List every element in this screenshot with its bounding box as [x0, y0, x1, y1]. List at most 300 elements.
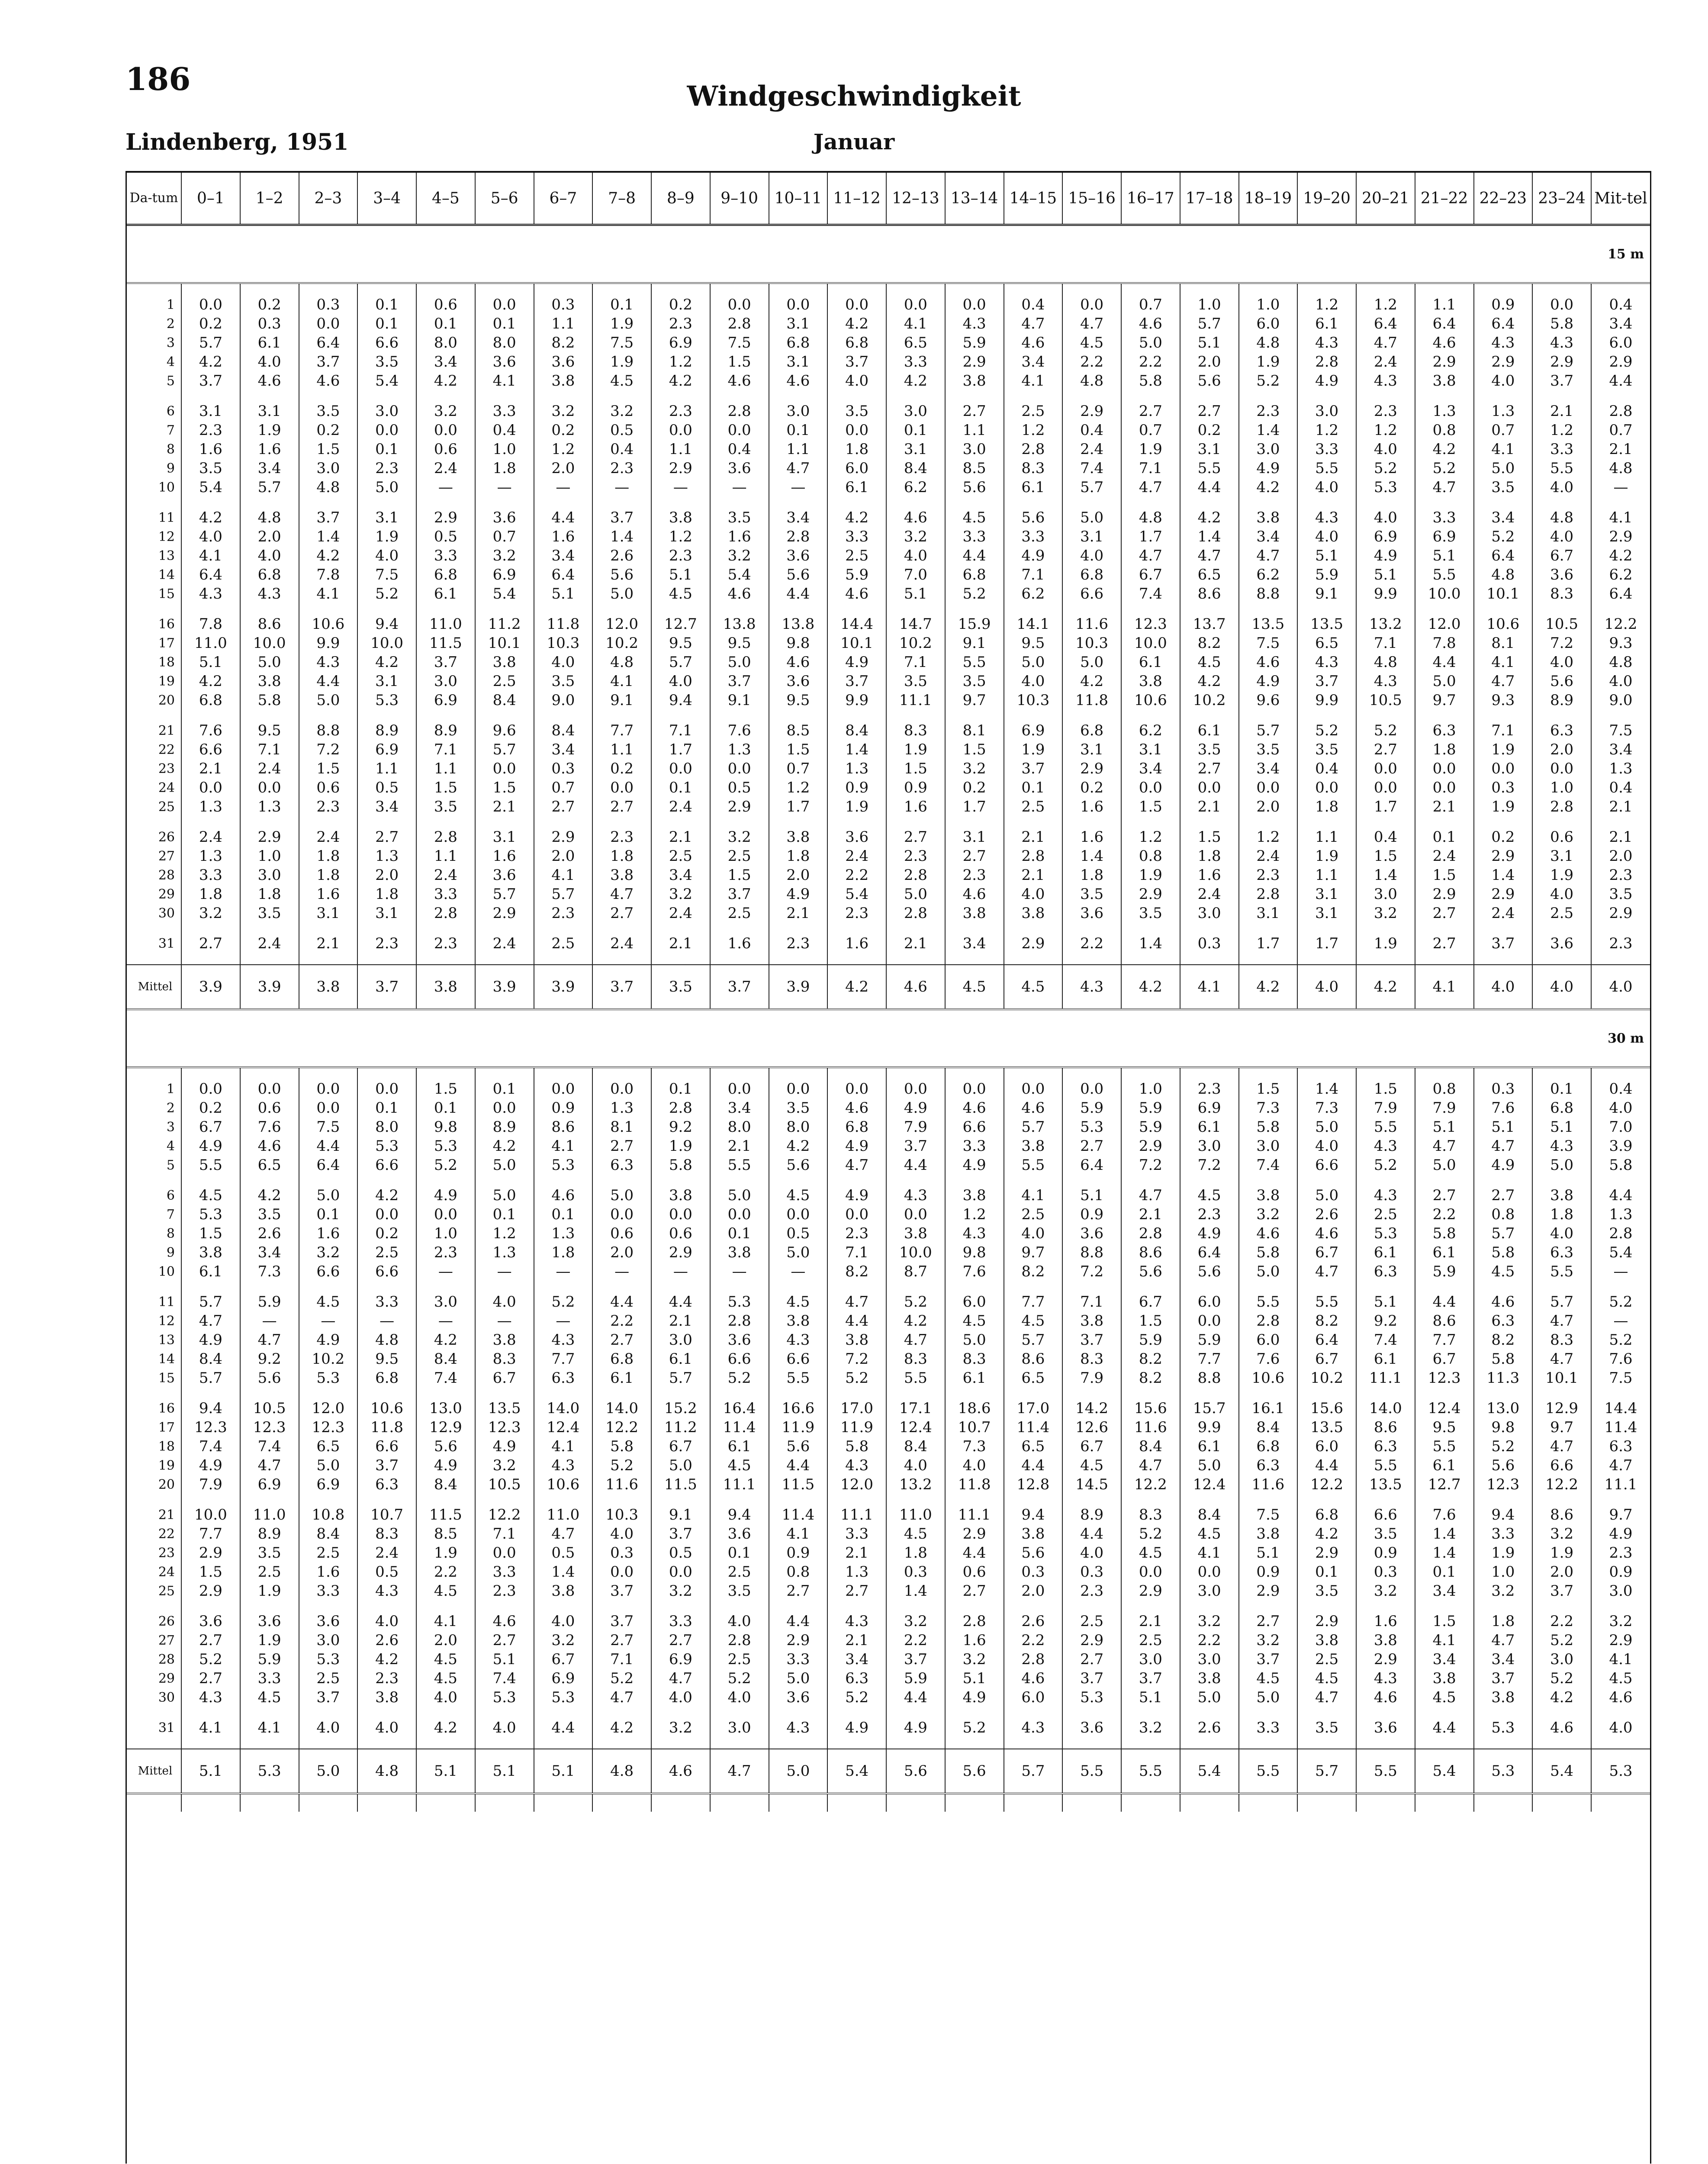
speed-cell: 3.1	[1180, 440, 1239, 459]
speed-cell: 7.6	[710, 721, 769, 740]
spacer-cell	[127, 497, 181, 508]
spacer-cell	[945, 497, 1004, 508]
spacer-cell	[1062, 1175, 1121, 1186]
spacer-cell	[1180, 1794, 1239, 1812]
speed-cell: 1.6	[1356, 1612, 1415, 1631]
spacer-cell	[592, 953, 651, 965]
spacer-cell	[475, 1737, 534, 1749]
speed-cell: 1.0	[1239, 295, 1298, 314]
speed-cell: 4.9	[181, 1330, 240, 1349]
spacer-cell	[475, 1281, 534, 1292]
spacer-cell	[416, 816, 475, 828]
speed-cell: 4.2	[1532, 1688, 1591, 1707]
speed-cell: 2.7	[475, 1631, 534, 1650]
speed-cell: 2.1	[299, 934, 358, 953]
daily-mean-cell: 14.4	[1591, 1399, 1650, 1418]
spacer-cell	[886, 283, 945, 295]
spacer-cell	[710, 283, 769, 295]
speed-cell: 4.7	[1474, 1137, 1533, 1156]
speed-cell: 2.7	[1474, 1186, 1533, 1205]
speed-cell: 0.0	[240, 778, 299, 797]
speed-cell: 0.1	[1004, 778, 1063, 797]
row-label: 13	[158, 548, 175, 564]
speed-cell: 2.1	[181, 759, 240, 778]
speed-cell: 2.4	[1180, 885, 1239, 904]
spacer-cell	[416, 710, 475, 721]
group-spacer	[127, 923, 1650, 934]
column-header-datum: Da-tum	[127, 173, 181, 225]
spacer-cell	[357, 1067, 416, 1079]
column-header-mittel: Mit-tel	[1591, 173, 1650, 225]
speed-cell: 6.9	[651, 1650, 710, 1669]
speed-cell: 8.1	[1474, 634, 1533, 653]
speed-cell: 7.2	[827, 1349, 886, 1369]
daily-mean-cell: 2.9	[1591, 527, 1650, 546]
speed-cell: 10.5	[1356, 691, 1415, 710]
spacer-cell	[1180, 1175, 1239, 1186]
row-label: 19	[158, 1458, 175, 1473]
spacer-cell	[240, 710, 299, 721]
speed-cell: 1.9	[592, 314, 651, 333]
speed-cell: 2.2	[1180, 1631, 1239, 1650]
speed-cell: 3.3	[827, 527, 886, 546]
speed-cell: 4.3	[534, 1330, 593, 1349]
speed-cell: 1.8	[475, 459, 534, 478]
speed-cell: 4.0	[240, 352, 299, 371]
speed-cell: 0.6	[1532, 828, 1591, 847]
daily-mean-cell: 7.5	[1591, 721, 1650, 740]
speed-cell: 0.0	[475, 1543, 534, 1562]
speed-cell: 4.7	[1532, 1349, 1591, 1369]
daily-mean-cell: 12.2	[1591, 615, 1650, 634]
spacer-cell	[127, 1067, 181, 1079]
speed-cell: 6.8	[181, 691, 240, 710]
row-label: 17	[158, 635, 175, 651]
speed-cell: 2.7	[181, 934, 240, 953]
speed-cell: 5.5	[886, 1369, 945, 1388]
spacer-cell	[1532, 710, 1591, 721]
speed-cell: 1.3	[534, 1224, 593, 1243]
speed-cell: 3.4	[240, 1243, 299, 1262]
speed-cell: 3.1	[357, 672, 416, 691]
speed-cell: 4.5	[1062, 1456, 1121, 1475]
speed-cell: 1.9	[416, 1543, 475, 1562]
row-label: 27	[158, 848, 175, 864]
speed-cell: 6.2	[1004, 584, 1063, 603]
speed-cell: 6.7	[1297, 1349, 1356, 1369]
daily-mean-cell: 9.3	[1591, 634, 1650, 653]
speed-cell: 5.0	[769, 1669, 828, 1688]
spacer-cell	[1004, 923, 1063, 934]
speed-cell: 3.8	[534, 1581, 593, 1600]
speed-cell: 2.8	[1121, 1224, 1180, 1243]
table-row	[127, 421, 1650, 440]
speed-cell: 4.3	[827, 1612, 886, 1631]
table-row	[127, 1205, 1650, 1224]
speed-cell: 4.5	[1297, 1669, 1356, 1688]
spacer-cell	[1415, 710, 1474, 721]
speed-cell: 7.8	[299, 565, 358, 584]
speed-cell: 5.7	[1297, 1749, 1356, 1794]
spacer-cell	[886, 1794, 945, 1812]
speed-cell: 4.5	[416, 1669, 475, 1688]
spacer-cell	[651, 1067, 710, 1079]
spacer-cell	[534, 603, 593, 615]
daily-mean-cell: 2.9	[1591, 1631, 1650, 1650]
speed-cell: 5.0	[1180, 1456, 1239, 1475]
speed-cell: 6.3	[357, 1475, 416, 1494]
speed-cell: 2.8	[710, 1311, 769, 1330]
speed-cell: 4.2	[416, 371, 475, 390]
speed-cell: 4.0	[181, 527, 240, 546]
speed-cell: 3.4	[827, 1650, 886, 1669]
speed-cell: 6.3	[1474, 1311, 1533, 1330]
speed-cell: 9.4	[1474, 1505, 1533, 1524]
speed-cell: 6.2	[1121, 721, 1180, 740]
speed-cell: 4.4	[1004, 1456, 1063, 1475]
speed-cell: 0.1	[357, 440, 416, 459]
speed-cell: 6.6	[357, 1437, 416, 1456]
speed-cell: 0.2	[181, 1098, 240, 1117]
spacer-cell	[945, 710, 1004, 721]
speed-cell: 4.3	[181, 584, 240, 603]
speed-cell: 3.8	[1121, 672, 1180, 691]
speed-cell: 6.7	[534, 1650, 593, 1669]
spacer-cell	[827, 1707, 886, 1718]
spacer-cell	[475, 1388, 534, 1399]
speed-cell: 3.7	[886, 1137, 945, 1156]
speed-cell: 5.0	[1239, 1262, 1298, 1281]
speed-cell: 5.3	[534, 1688, 593, 1707]
speed-cell: 2.2	[592, 1311, 651, 1330]
speed-cell: 4.3	[827, 1456, 886, 1475]
spacer-cell	[945, 953, 1004, 965]
spacer-cell	[181, 1281, 240, 1292]
speed-cell: 13.8	[769, 615, 828, 634]
speed-cell: 2.8	[710, 314, 769, 333]
spacer-cell	[1591, 1388, 1650, 1399]
speed-cell: 6.5	[1180, 565, 1239, 584]
group-spacer	[127, 816, 1650, 828]
speed-cell: 3.3	[1297, 440, 1356, 459]
speed-cell: 8.6	[240, 615, 299, 634]
daily-mean-cell: 9.7	[1591, 1505, 1650, 1524]
speed-cell: 6.9	[1356, 527, 1415, 546]
speed-cell: 1.3	[710, 740, 769, 759]
spacer-cell	[127, 1494, 181, 1505]
speed-cell: 6.4	[1356, 314, 1415, 333]
spacer-cell	[1532, 1737, 1591, 1749]
table-row	[127, 778, 1650, 797]
speed-cell: 3.3	[416, 546, 475, 565]
spacer-cell	[357, 1794, 416, 1812]
speed-cell: 1.3	[1474, 402, 1533, 421]
speed-cell: 5.8	[592, 1437, 651, 1456]
speed-cell: 4.5	[416, 1650, 475, 1669]
speed-cell: 4.0	[299, 1718, 358, 1737]
speed-cell: 3.7	[1062, 1330, 1121, 1349]
speed-cell: 6.6	[357, 1262, 416, 1281]
speed-cell: 10.6	[357, 1399, 416, 1418]
speed-cell: 4.0	[710, 1688, 769, 1707]
speed-cell: 7.1	[1004, 565, 1063, 584]
speed-cell: 6.6	[1532, 1456, 1591, 1475]
speed-cell: —	[475, 1311, 534, 1330]
spacer-cell	[1004, 1281, 1063, 1292]
speed-cell: 15.7	[1180, 1399, 1239, 1418]
speed-cell: 3.8	[181, 1243, 240, 1262]
speed-cell: 5.1	[1356, 1292, 1415, 1311]
speed-cell: 11.8	[945, 1475, 1004, 1494]
speed-cell: 4.2	[1356, 965, 1415, 1009]
speed-cell: 0.0	[827, 421, 886, 440]
speed-cell: 8.3	[1062, 1349, 1121, 1369]
speed-cell: 6.6	[357, 1156, 416, 1175]
speed-cell: 11.8	[1062, 691, 1121, 710]
speed-cell: 1.0	[1180, 295, 1239, 314]
daily-mean-cell: 0.4	[1591, 778, 1650, 797]
spacer-cell	[1004, 1494, 1063, 1505]
spacer-cell	[1297, 710, 1356, 721]
speed-cell: 9.4	[181, 1399, 240, 1418]
speed-cell: 1.1	[416, 759, 475, 778]
speed-cell: 7.2	[1180, 1156, 1239, 1175]
speed-cell: 6.9	[534, 1669, 593, 1688]
spacer-cell	[710, 1175, 769, 1186]
page-number: 186	[125, 61, 191, 97]
spacer-cell	[534, 1707, 593, 1718]
spacer-cell	[1356, 816, 1415, 828]
speed-cell: 3.0	[769, 402, 828, 421]
spacer-cell	[1180, 1737, 1239, 1749]
speed-cell: 2.3	[1180, 1079, 1239, 1098]
speed-cell: 3.8	[475, 653, 534, 672]
speed-cell: 3.3	[475, 402, 534, 421]
speed-cell: 0.0	[1121, 1562, 1180, 1581]
speed-cell: 2.9	[1004, 934, 1063, 953]
speed-cell: 2.4	[651, 904, 710, 923]
speed-cell: 3.2	[886, 527, 945, 546]
speed-cell: 9.5	[357, 1349, 416, 1369]
speed-cell: 2.5	[710, 1562, 769, 1581]
speed-cell: 4.2	[357, 1650, 416, 1669]
speed-cell: 6.3	[827, 1669, 886, 1688]
daily-mean-cell: 1.3	[1591, 759, 1650, 778]
spacer-cell	[827, 1067, 886, 1079]
row-label: 11	[158, 510, 175, 525]
speed-cell: 12.0	[827, 1475, 886, 1494]
speed-cell: 5.0	[886, 885, 945, 904]
speed-cell: 8.5	[769, 721, 828, 740]
speed-cell: 4.6	[710, 371, 769, 390]
speed-cell: 13.8	[710, 615, 769, 634]
speed-cell: 4.4	[886, 1688, 945, 1707]
daily-mean-cell: 4.5	[1591, 1669, 1650, 1688]
spacer-cell	[1062, 1494, 1121, 1505]
speed-cell: 10.3	[1062, 634, 1121, 653]
speed-cell: 5.1	[1121, 1688, 1180, 1707]
speed-cell: 6.3	[1356, 1262, 1415, 1281]
speed-cell: 2.1	[651, 934, 710, 953]
column-header-hour: 12–13	[886, 173, 945, 225]
speed-cell: 10.1	[475, 634, 534, 653]
speed-cell: 4.0	[475, 1292, 534, 1311]
speed-cell: 2.9	[416, 508, 475, 527]
daily-mean-cell: 6.0	[1591, 333, 1650, 352]
speed-cell: 1.8	[357, 885, 416, 904]
speed-cell: 0.9	[886, 778, 945, 797]
speed-cell: 11.4	[1004, 1418, 1063, 1437]
spacer-cell	[1239, 497, 1298, 508]
speed-cell: 2.3	[475, 1581, 534, 1600]
speed-cell: 9.4	[357, 615, 416, 634]
speed-cell: 0.2	[1180, 421, 1239, 440]
speed-cell: 4.2	[769, 1137, 828, 1156]
daily-mean-cell: 6.3	[1591, 1437, 1650, 1456]
spacer-cell	[1121, 1494, 1180, 1505]
speed-cell: 3.1	[1062, 740, 1121, 759]
spacer-cell	[1121, 816, 1180, 828]
speed-cell: 6.5	[240, 1156, 299, 1175]
speed-cell: 3.2	[181, 904, 240, 923]
daily-mean-cell: 2.3	[1591, 1543, 1650, 1562]
speed-cell: 8.4	[416, 1349, 475, 1369]
table-row	[127, 1098, 1650, 1117]
spacer-cell	[534, 953, 593, 965]
speed-cell: 2.8	[1239, 885, 1298, 904]
speed-cell: 4.7	[592, 885, 651, 904]
speed-cell: 4.4	[592, 1292, 651, 1311]
speed-cell: 2.5	[1121, 1631, 1180, 1650]
spacer-cell	[769, 390, 828, 402]
speed-cell: 5.2	[1532, 1631, 1591, 1650]
speed-cell: 9.8	[945, 1243, 1004, 1262]
spacer-cell	[1062, 1600, 1121, 1612]
table-row	[127, 1330, 1650, 1349]
speed-cell: 5.9	[240, 1650, 299, 1669]
spacer-cell	[651, 1281, 710, 1292]
speed-cell: 12.2	[592, 1418, 651, 1437]
speed-cell: 5.0	[710, 1186, 769, 1205]
speed-cell: 4.7	[886, 1330, 945, 1349]
table-row	[127, 1562, 1650, 1581]
speed-cell: 1.3	[475, 1243, 534, 1262]
speed-cell: 0.6	[240, 1098, 299, 1117]
spacer-cell	[945, 816, 1004, 828]
spacer-cell	[416, 1388, 475, 1399]
spacer-cell	[181, 390, 240, 402]
speed-cell: 0.9	[1239, 1562, 1298, 1581]
speed-cell: 5.3	[357, 691, 416, 710]
speed-cell: 0.0	[357, 421, 416, 440]
speed-cell: 4.6	[827, 1098, 886, 1117]
speed-cell: 1.3	[181, 797, 240, 816]
speed-cell: 2.5	[827, 546, 886, 565]
spacer-cell	[769, 1794, 828, 1812]
speed-cell: 3.4	[416, 352, 475, 371]
speed-cell: 9.1	[651, 1505, 710, 1524]
spacer-cell	[127, 953, 181, 965]
speed-cell: 2.7	[357, 828, 416, 847]
speed-cell: 3.8	[945, 371, 1004, 390]
table-row	[127, 797, 1650, 816]
speed-cell: 3.7	[592, 1612, 651, 1631]
speed-cell: 3.5	[710, 1581, 769, 1600]
speed-cell: 1.8	[299, 847, 358, 866]
spacer-cell	[1062, 497, 1121, 508]
speed-cell: 16.6	[769, 1399, 828, 1418]
speed-cell: 1.2	[945, 1205, 1004, 1224]
speed-cell: 4.7	[1532, 1311, 1591, 1330]
column-header-hour: 3–4	[357, 173, 416, 225]
speed-cell: 4.7	[1474, 672, 1533, 691]
spacer-cell	[240, 1794, 299, 1812]
speed-cell: 5.0	[475, 1186, 534, 1205]
spacer-cell	[1591, 953, 1650, 965]
speed-cell: 7.3	[240, 1262, 299, 1281]
speed-cell: 10.6	[1121, 691, 1180, 710]
table-row	[127, 1137, 1650, 1156]
spacer-cell	[1356, 1794, 1415, 1812]
speed-cell: 8.8	[1062, 1243, 1121, 1262]
speed-cell: 2.7	[1239, 1612, 1298, 1631]
speed-cell: 2.5	[710, 1650, 769, 1669]
spacer-cell	[827, 1600, 886, 1612]
speed-cell: 3.5	[1239, 740, 1298, 759]
speed-cell: 4.0	[710, 1612, 769, 1631]
speed-cell: 3.7	[710, 672, 769, 691]
speed-cell: 8.4	[1180, 1505, 1239, 1524]
group-spacer	[127, 1388, 1650, 1399]
group-spacer	[127, 1494, 1650, 1505]
speed-cell: 4.2	[1180, 508, 1239, 527]
speed-cell: 5.7	[1004, 1330, 1063, 1349]
section-header-row	[127, 1009, 1650, 1067]
daily-mean-cell: 2.3	[1591, 866, 1650, 885]
spacer-cell	[1591, 1707, 1650, 1718]
spacer-cell	[1004, 1707, 1063, 1718]
spacer-cell	[299, 1175, 358, 1186]
speed-cell: 2.8	[1004, 1650, 1063, 1669]
speed-cell: 5.8	[651, 1156, 710, 1175]
speed-cell: 0.0	[181, 295, 240, 314]
spacer-cell	[1532, 497, 1591, 508]
speed-cell: 4.9	[1239, 459, 1298, 478]
speed-cell: 6.4	[299, 1156, 358, 1175]
speed-cell: 4.0	[240, 546, 299, 565]
speed-cell: 5.1	[886, 584, 945, 603]
speed-cell: 6.8	[1532, 1098, 1591, 1117]
spacer-cell	[945, 1737, 1004, 1749]
speed-cell: 1.2	[475, 1224, 534, 1243]
speed-cell: 11.0	[181, 634, 240, 653]
speed-cell: 0.2	[534, 421, 593, 440]
speed-cell: 6.1	[1121, 653, 1180, 672]
spacer-cell	[1474, 1067, 1533, 1079]
speed-cell: 6.4	[299, 333, 358, 352]
speed-cell: 7.7	[1180, 1349, 1239, 1369]
speed-cell: 0.2	[651, 295, 710, 314]
speed-cell: 0.1	[769, 421, 828, 440]
speed-cell: 3.8	[886, 1224, 945, 1243]
speed-cell: 5.0	[769, 1749, 828, 1794]
speed-cell: 11.0	[886, 1505, 945, 1524]
spacer-cell	[1239, 1794, 1298, 1812]
speed-cell: 4.6	[1004, 1669, 1063, 1688]
speed-cell: 0.7	[1121, 421, 1180, 440]
speed-cell: 8.4	[299, 1524, 358, 1543]
spacer-cell	[710, 953, 769, 965]
